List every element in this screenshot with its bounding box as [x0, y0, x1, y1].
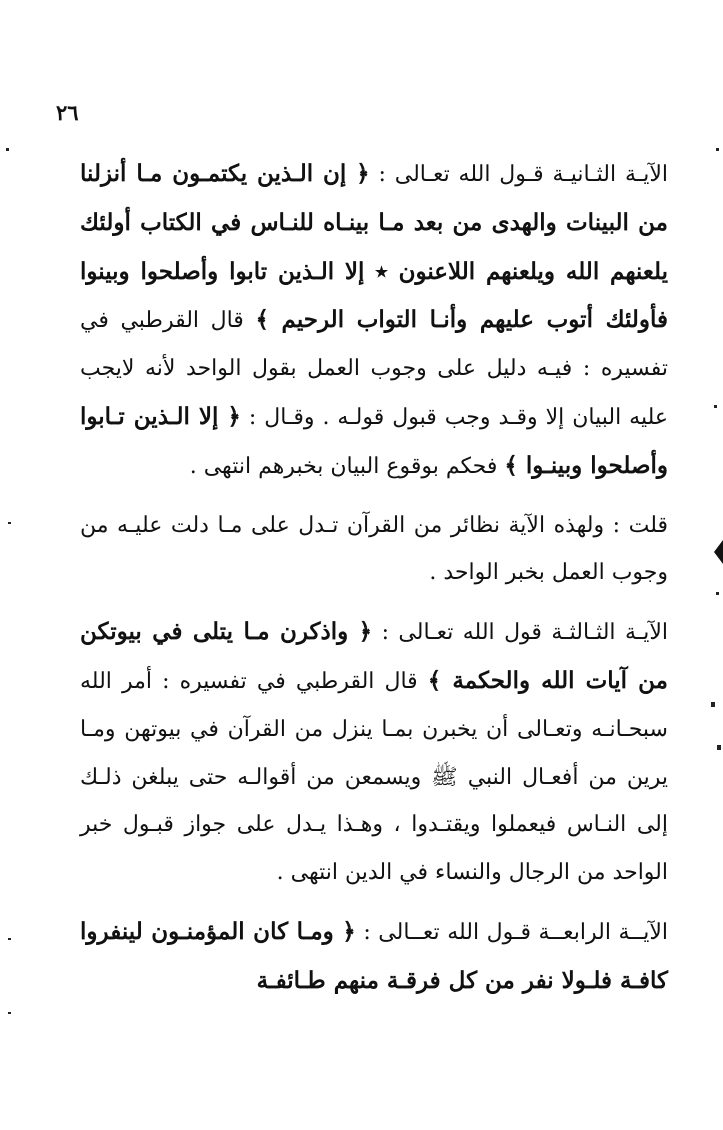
- scan-speck: [714, 405, 717, 408]
- verse-two-second-quote: ﴿ إلا الـذين تـابوا وأصلحوا وبينـوا ﴾: [80, 402, 668, 479]
- paragraph-verse-two: [80, 150, 668, 491]
- paragraph-note: [80, 502, 668, 598]
- scan-speck: [711, 702, 715, 707]
- verse-four-intro: الآيــة الرابعــة قـول الله تعــالى :: [355, 919, 668, 945]
- scan-speck: [716, 148, 719, 151]
- scan-speck: [8, 938, 11, 940]
- verse-two-intro: الآيـة الثـانيـة قـول الله تعـالى :: [369, 162, 668, 187]
- verse-two-commentary: قال القرطبي في تفسيره : فيـه دليل على وجوب العمل بقول الواحد لأنه لايجب عليه البيان إلا وقـد وجب قبول قولـه . وقـال :: [80, 308, 668, 430]
- scan-speck: [6, 148, 9, 151]
- scan-speck: [716, 592, 719, 595]
- verse-three-quote: ﴿ واذكرن مـا يتلى في بيوتكن من آيات الله والحكمة ﴾: [80, 618, 668, 694]
- verse-four-quote: ﴿ ومـا كان المؤمنـون لينفروا كافـة فلـولا نفر من كل فرقـة منهم طـائفـة: [80, 917, 668, 994]
- paragraph-verse-four: [80, 908, 668, 1006]
- verse-three-commentary: قال القرطبي في تفسيره : أمر الله سبحـانـه وتعـالى أن يخبرن بمـا ينزل من القرآن في بيوتهن ومـا يرين من أفعـال النبي ﷺ ويسمعن من أقوالـه حتى يبلغن ذلـك إلى النـاس فيعملوا ويقتـدوا ، وهـذا يـدل على جواز قبـول خبر الواحد من الرجال والنساء في الدين انتهى .: [80, 668, 668, 886]
- scan-speck: [8, 1012, 11, 1014]
- scan-speck: [717, 745, 721, 750]
- verse-two-quote: ﴿ إن الـذين يكتمـون مـا أنزلنا من البينات والهدى من بعد مـا بينـاه للنـاس في الكتاب أولئك يلعنهم الله ويلعنهم اللاعنون ٭ إلا الـذين تابوا وأصلحوا وبينوا فأولئك أتوب عليهم وأنـا التواب الرحيم ﴾: [80, 160, 669, 334]
- page-number: ٢٦: [56, 100, 79, 125]
- verse-two-conclusion: فحكم بوقوع البيان بخبرهم انتهى .: [189, 453, 505, 479]
- scan-edge-mark: [714, 540, 723, 564]
- scan-speck: [8, 522, 11, 524]
- page-body: [80, 150, 668, 1006]
- verse-three-intro: الآيـة الثـالثـة قول الله تعـالى :: [372, 620, 668, 646]
- paragraph-verse-three: [80, 608, 668, 897]
- note-text: قلت : ولهذه الآية نظائر من القرآن تـدل على مـا دلت عليـه من وجوب العمل بخبر الواحد .: [80, 512, 668, 586]
